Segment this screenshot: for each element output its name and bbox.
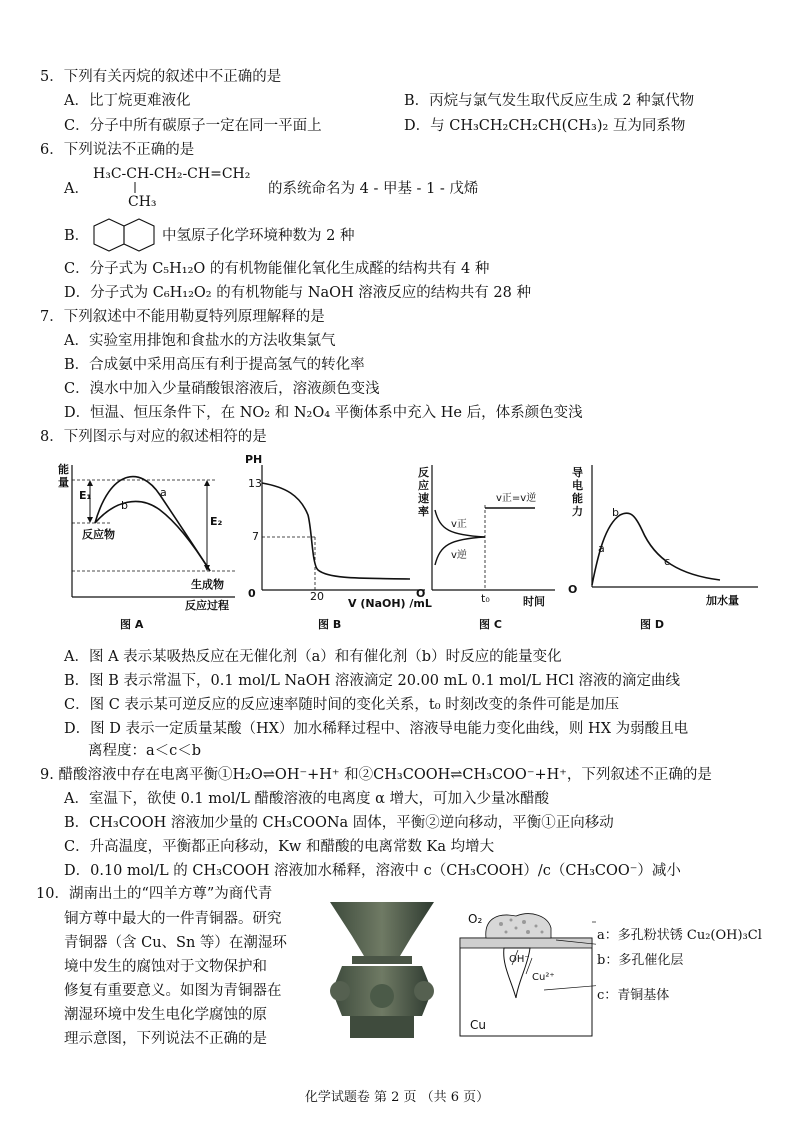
q6-a-formula-branch: CH₃	[128, 194, 157, 210]
q5-option-c: C．分子中所有碳原子一定在同一平面上	[64, 118, 322, 134]
diagram-o2: O₂	[468, 912, 483, 926]
q7-option-a: A．实验室用排饱和食盐水的方法收集氯气	[64, 333, 336, 349]
diagram-label-c: c：青铜基体	[597, 988, 670, 1003]
q10-line-7: 理示意图，下列说法不正确的是	[64, 1031, 267, 1047]
q9-option-d: D．0.10 mol/L 的 CH₃COOH 溶液加水稀释，溶液中 c（CH₃COOH）/c（CH₃COO⁻）减小	[64, 863, 681, 879]
q10-line-4: 境中发生的腐蚀对于文物保护和	[64, 959, 267, 975]
fig-d-origin: O	[568, 583, 578, 596]
fig-a-ylabel: 能量	[58, 463, 69, 489]
fig-d-point-a: a	[598, 542, 605, 555]
q5-stem: 5．下列有关丙烷的叙述中不正确的是	[40, 69, 282, 85]
q10-line-2: 铜方尊中最大的一件青铜器。研究	[64, 911, 282, 927]
q6-option-c: C．分子式为 C₅H₁₂O 的有机物能催化氧化生成醛的结构共有 4 种	[64, 261, 490, 277]
fig-a-product: 生成物	[191, 578, 224, 591]
q8-option-c: C．图 C 表示某可逆反应的反应速率随时间的变化关系，t₀ 时刻改变的条件可能是加压	[64, 697, 620, 713]
diagram-label-b: b：多孔催化层	[597, 953, 684, 968]
fig-b-ylabel: PH	[245, 453, 263, 466]
q6-stem: 6．下列说法不正确的是	[40, 142, 195, 158]
bronze-vessel-image	[322, 896, 442, 1046]
fig-c-t0: t₀	[481, 592, 490, 605]
fig-c-v-forward: v正	[451, 519, 467, 530]
fig-a-xlabel: 反应过程	[185, 599, 229, 612]
fig-b-tick-20: 20	[310, 590, 324, 603]
q9-option-a: A．室温下，欲使 0.1 mol/L 醋酸溶液的电离度 α 增大，可加入少量冰醋酸	[64, 791, 549, 807]
q6-option-d: D．分子式为 C₆H₁₂O₂ 的有机物能与 NaOH 溶液反应的结构共有 28 种	[64, 285, 531, 301]
q8-option-d-line2: 离程度：a＜c＜b	[88, 743, 202, 759]
q9-stem: 9. 醋酸溶液中存在电离平衡①H₂O⇌OH⁻+H⁺ 和②CH₃COOH⇌CH₃COO⁻+H⁺，下列叙述不正确的是	[40, 767, 712, 783]
page-footer: 化学试题卷 第 2 页 （共 6 页）	[304, 1090, 490, 1105]
q6-option-b-text: 中氢原子化学环境种数为 2 种	[162, 228, 355, 244]
q6-a-formula: H₃C-CH-CH₂-CH=CH₂	[93, 166, 251, 182]
q7-option-c: C．溴水中加入少量硝酸银溶液后，溶液颜色变浅	[64, 381, 380, 397]
fig-d-point-c: c	[664, 555, 671, 568]
q6-option-a-label: A．	[64, 181, 89, 197]
q8-option-a: A．图 A 表示某吸热反应在无催化剂（a）和有催化剂（b）时反应的能量变化	[64, 649, 562, 665]
fig-d-caption: 图 D	[640, 618, 664, 631]
q10-line-1: 10．湖南出土的“四羊方尊”为商代青	[36, 886, 273, 902]
figure-b-titration-curve	[240, 455, 430, 605]
fig-c-ylabel: 反应速率	[418, 466, 429, 518]
q5-option-d: D．与 CH₃CH₂CH₂CH(CH₃)₂ 互为同系物	[404, 118, 686, 134]
q10-line-6: 潮湿环境中发生电化学腐蚀的原	[64, 1007, 267, 1023]
fig-c-origin: O	[416, 587, 426, 600]
fig-a-e1: E₁	[79, 489, 92, 502]
q5-option-b: B．丙烷与氯气发生取代反应生成 2 种氯代物	[404, 93, 695, 109]
fig-b-origin: 0	[248, 587, 256, 600]
fig-c-caption: 图 C	[479, 618, 502, 631]
q10-line-3: 青铜器（含 Cu、Sn 等）在潮湿环	[64, 935, 287, 951]
q6-option-a-text: 的系统命名为 4 - 甲基 - 1 - 戊烯	[268, 181, 479, 197]
figure-c-rate-time	[410, 455, 560, 605]
diagram-oh: OH⁻	[509, 954, 530, 965]
q9-option-b: B．CH₃COOH 溶液加少量的 CH₃COONa 固体，平衡②逆向移动，平衡①正向移动	[64, 815, 614, 831]
q8-option-b: B．图 B 表示常温下，0.1 mol/L NaOH 溶液滴定 20.00 mL 0.1 mol/L HCl 溶液的滴定曲线	[64, 673, 681, 689]
decalin-structure-icon	[90, 216, 160, 254]
fig-d-ylabel: 导电能力	[572, 466, 583, 518]
figure-d-conductivity	[570, 455, 765, 605]
q7-option-b: B．合成氨中采用高压有利于提高氢气的转化率	[64, 357, 365, 373]
fig-a-e2: E₂	[210, 515, 223, 528]
q7-option-d: D．恒温、恒压条件下，在 NO₂ 和 N₂O₄ 平衡体系中充入 He 后，体系颜色变浅	[64, 405, 583, 421]
fig-a-reactant: 反应物	[82, 528, 115, 541]
fig-a-curve-a: a	[160, 486, 167, 499]
q9-option-c: C．升高温度，平衡都正向移动，Kw 和醋酸的电离常数 Ka 均增大	[64, 839, 495, 855]
q6-a-formula-branch-bond	[92, 160, 272, 215]
q10-line-5: 修复有重要意义。如图为青铜器在	[64, 983, 282, 999]
diagram-cu: Cu	[470, 1018, 486, 1032]
q8-option-d-line1: D．图 D 表示一定质量某酸（HX）加水稀释过程中、溶液导电能力变化曲线，则 HX 为弱酸且电	[64, 721, 689, 737]
fig-d-xlabel: 加水量	[706, 594, 739, 607]
q5-option-a: A．比丁烷更难液化	[64, 93, 191, 109]
fig-b-tick-13: 13	[248, 477, 262, 490]
fig-c-equal-label: v正=v逆	[496, 493, 537, 504]
fig-b-tick-7: 7	[252, 530, 259, 543]
q6-option-b-label: B．	[64, 228, 90, 244]
fig-c-v-reverse: v逆	[451, 550, 467, 561]
fig-c-xlabel: 时间	[523, 595, 545, 608]
diagram-label-a: a：多孔粉状锈 Cu₂(OH)₃Cl	[597, 928, 762, 943]
q8-stem: 8．下列图示与对应的叙述相符的是	[40, 429, 267, 445]
diagram-cu2: Cu²⁺	[532, 972, 555, 983]
q7-stem: 7．下列叙述中不能用勒夏特列原理解释的是	[40, 309, 325, 325]
fig-b-caption: 图 B	[318, 618, 342, 631]
fig-b-xlabel: V (NaOH) /mL	[348, 597, 432, 610]
fig-d-point-b: b	[612, 506, 619, 519]
fig-a-curve-b: b	[121, 499, 128, 512]
fig-a-caption: 图 A	[120, 618, 144, 631]
